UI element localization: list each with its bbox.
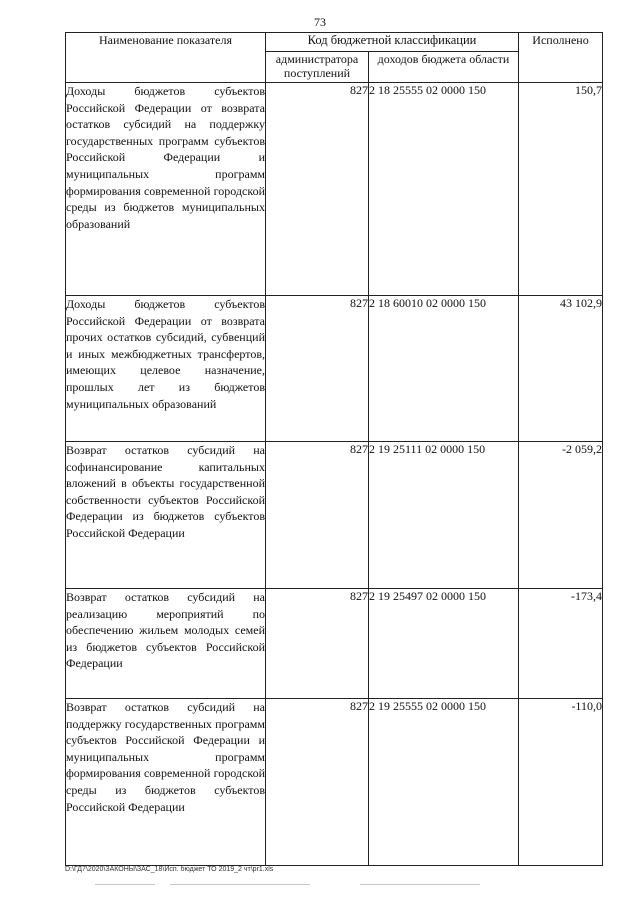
- row-administrator-code: 827: [266, 442, 369, 589]
- table-row: [66, 83, 603, 296]
- row-executed-value: -2 059,2: [519, 442, 603, 589]
- row-executed-value: 43 102,9: [519, 296, 603, 442]
- row-indicator-name: Возврат остатков субсидий на реализацию мероприятий по обеспечению жильем молодых семей из бюджетов субъектов Российской Федерации: [66, 589, 266, 699]
- row-indicator-name: Возврат остатков субсидий на софинансирование капитальных вложений в объекты государственной собственности субъектов Российской Федерации из бюджетов субъектов Российской Федерации: [66, 442, 266, 589]
- scan-artifact-line: [95, 884, 155, 885]
- row-indicator-name: Доходы бюджетов субъектов Российской Федерации от возврата прочих остатков субсидий, субвенций и иных межбюджетных трансфертов, имеющих целевое назначение, прошлых лет из бюджетов муниципальных образований: [66, 296, 266, 442]
- row-revenue-code: 2 18 25555 02 0000 150: [369, 83, 519, 296]
- page-number: 73: [314, 15, 326, 29]
- file-path-footer: D:\ГД7\2020\ЗАКОНЫ\ЗАС_18\Исп. бюджет ТО 2019_2 чт\pr1.xls: [65, 866, 274, 873]
- row-revenue-code: 2 19 25497 02 0000 150: [369, 589, 519, 699]
- table-row: [66, 699, 603, 866]
- row-executed-value: -173,4: [519, 589, 603, 699]
- row-indicator-name: Доходы бюджетов субъектов Российской Федерации от возврата остатков субсидий на поддержку государственных программ субъектов Российской Федерации и муниципальных программ формирования современной городской среды из бюджетов муниципальных образований: [66, 83, 266, 296]
- header-revenue-code: доходов бюджета области: [369, 52, 519, 83]
- header-indicator-name: Наименование показателя: [66, 33, 266, 83]
- header-executed: Исполнено: [519, 33, 603, 83]
- row-administrator-code: 827: [266, 296, 369, 442]
- header-budget-classification-code: Код бюджетной классификации: [266, 33, 519, 52]
- row-revenue-code: 2 18 60010 02 0000 150: [369, 296, 519, 442]
- row-indicator-name: Возврат остатков субсидий на поддержку государственных программ субъектов Российской Федерации и муниципальных программ формирования современной городской среды из бюджетов субъектов Российской Федерации: [66, 699, 266, 866]
- table-row: [66, 589, 603, 699]
- table-header: [66, 33, 603, 83]
- row-administrator-code: 827: [266, 589, 369, 699]
- table-body: [66, 83, 603, 866]
- scan-artifact-line: [360, 884, 480, 885]
- budget-table: [65, 32, 603, 866]
- table-row: [66, 296, 603, 442]
- row-revenue-code: 2 19 25555 02 0000 150: [369, 699, 519, 866]
- row-executed-value: -110,0: [519, 699, 603, 866]
- header-administrator: администратора поступлений: [266, 52, 369, 83]
- row-executed-value: 150,7: [519, 83, 603, 296]
- row-revenue-code: 2 19 25111 02 0000 150: [369, 442, 519, 589]
- table-row: [66, 442, 603, 589]
- row-administrator-code: 827: [266, 699, 369, 866]
- row-administrator-code: 827: [266, 83, 369, 296]
- scan-artifact-line: [170, 884, 310, 885]
